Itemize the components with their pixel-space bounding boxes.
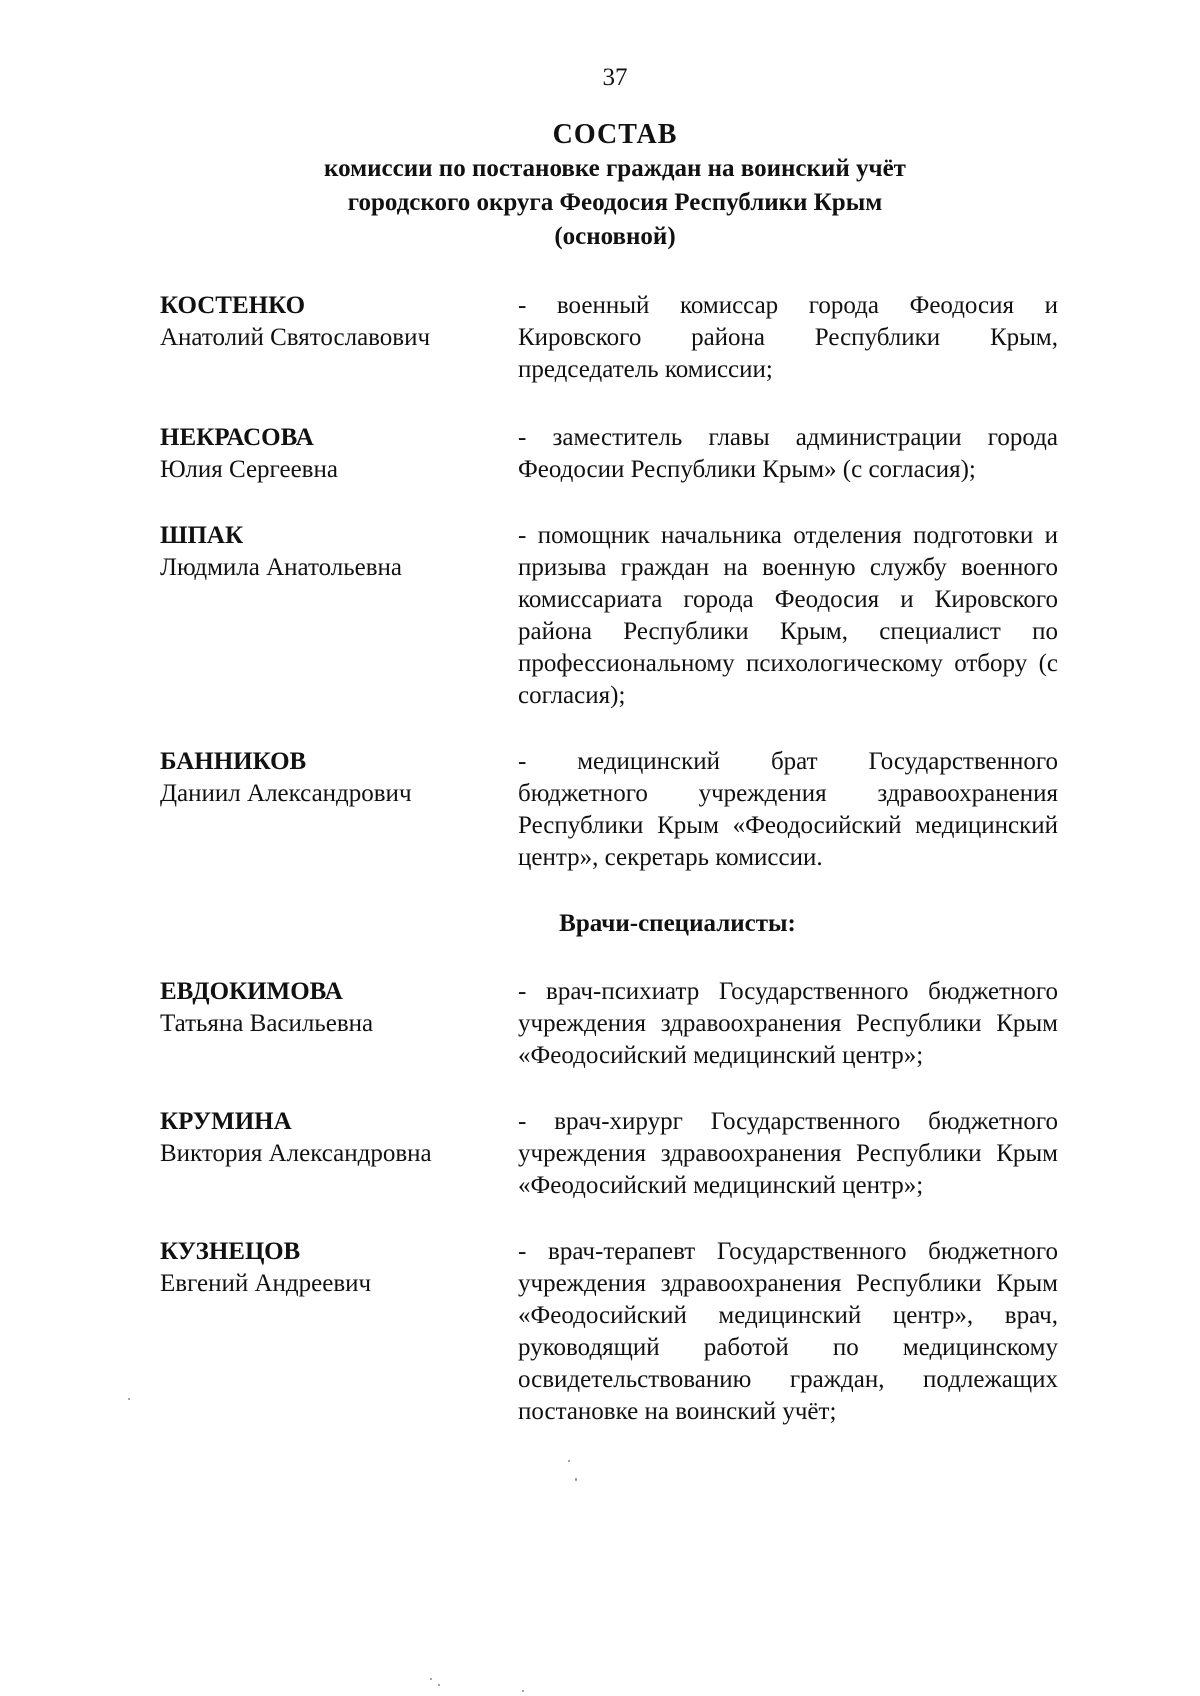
member-given-name: Анатолий Святославович [160,324,431,351]
page-number: 37 [602,64,628,91]
member-role: - помощник начальника отделения подготовки и призыва граждан на военную службу военного комиссариата города Феодосия и Кировского района Республики Крым, специалист по профессиональному психологическому отбору (с согласия); [518,522,1058,709]
specialist-role: - врач-психиатр Государственного бюджетного учреждения здравоохранения Республики Крым «Феодосийский медицинский центр»; [518,978,1058,1069]
document-heading [0,118,1200,254]
specialist-role: - врач-терапевт Государственного бюджетного учреждения здравоохранения Республики Крым «Феодосийский медицинский центр», врач, руководящий работой по медицинскому освидетельствованию граждан, подлежащих постановке на воинский учёт; [518,1238,1058,1425]
member-surname: ШПАК [160,522,244,549]
specialist-name [160,1236,500,1300]
section-title: Врачи-специалисты: [559,910,796,937]
document-subtitle-line: комиссии по постановке граждан на воинский учёт [324,155,906,182]
scan-speck [575,1478,577,1481]
scan-speck [568,1460,570,1462]
member-name [160,422,500,486]
member-role: - военный комиссар города Феодосия и Кировского района Республики Крым, председатель комиссии; [518,292,1058,383]
member-given-name: Юлия Сергеевна [160,456,338,483]
specialist-surname: КУЗНЕЦОВ [160,1238,301,1265]
specialist-surname: ЕВДОКИМОВА [160,978,343,1005]
member-name [160,290,500,354]
specialist-name [160,1106,500,1170]
scan-speck [438,1684,440,1686]
specialist-given-name: Евгений Андреевич [160,1270,372,1297]
scan-speck [128,1398,130,1400]
document-subtitle-line: городского округа Феодосия Республики Крым [347,189,883,216]
specialist-role: - врач-хирург Государственного бюджетного учреждения здравоохранения Республики Крым «Феодосийский медицинский центр»; [518,1108,1058,1199]
member-name [160,746,500,810]
specialist-surname: КРУМИНА [160,1108,292,1135]
member-given-name: Даниил Александрович [160,780,412,807]
member-given-name: Людмила Анатольевна [160,554,403,581]
specialist-given-name: Татьяна Васильевна [160,1010,374,1037]
member-role: - заместитель главы администрации города Феодосии Республики Крым» (с согласия); [518,424,1058,483]
member-surname: НЕКРАСОВА [160,424,314,451]
document-title: СОСТАВ [552,119,678,150]
member-role: - медицинский брат Государственного бюджетного учреждения здравоохранения Республики Крым «Феодосийский медицинский центр», секретарь комиссии. [518,748,1058,871]
specialist-name [160,976,500,1040]
member-name [160,520,500,584]
scan-speck [522,1690,524,1692]
document-subtitle-qualifier: (основной) [554,223,676,250]
specialist-given-name: Виктория Александровна [160,1140,432,1167]
scan-speck [430,1678,432,1680]
member-surname: БАННИКОВ [160,748,307,775]
member-surname: КОСТЕНКО [160,292,306,319]
